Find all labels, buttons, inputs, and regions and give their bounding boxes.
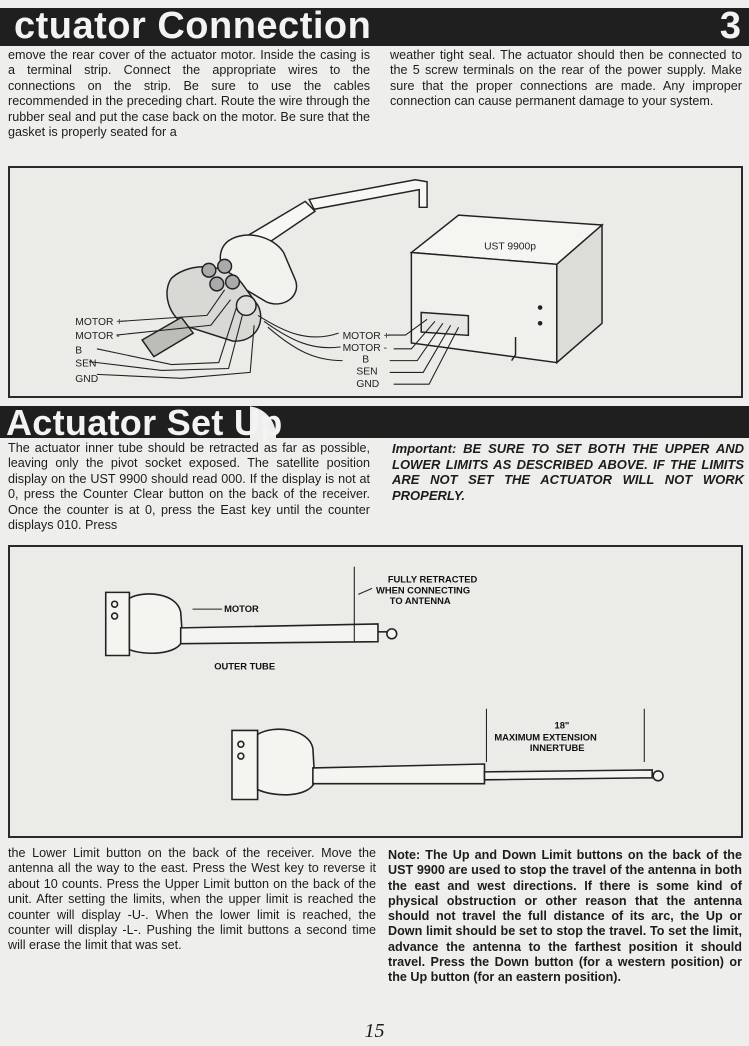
extension-size-label: 18" [554,720,570,731]
paragraph: the Lower Limit button on the back of the receiver. Move the antenna all the way to the east. Press the West key to reverse it about 10 counts. Press the Upper Limit button on the back of the unit. After setting the limits, when the upper limit is reached the counter will display -U-. When the lower limit is reached, the counter will display -L-. Pushing the limit buttons a second time will erase the limit that was set. [8,846,376,953]
section-header-actuator-set-up [0,402,749,443]
actuator-extension-figure [8,545,743,838]
important-note [392,441,744,503]
paragraph: emove the rear cover of the actuator motor. Inside the casing is a terminal strip. Connect the appropriate wires to the connections on the strip. Be sure to use the cables recommended in the preceding chart. Route the wire through the rubber seal and put the case back on the motor. Be sure that the gasket is properly seated for a [8,48,370,140]
connection-text-col2 [390,48,742,110]
retracted-actuator [106,592,397,655]
retracted-label-line2: WHEN CONNECTING [375,585,471,596]
paragraph: weather tight seal. The actuator should then be connected to the 5 screw terminals on the rear of the power supply. Make sure that the proper connections are made. Any improper connection can cause permanent damage to your system. [390,48,742,109]
label-supply-gnd: GND [356,379,380,391]
actuator-extension-diagram [10,547,741,836]
paragraph: Important: BE SURE TO SET BOTH THE UPPER AND LOWER LIMITS AS DESCRIBED ABOVE. IF THE LIMITS ARE NOT SET THE ACTUATOR WILL NOT WORK PROPERLY. [392,441,744,503]
setup-text-col1 [8,441,370,533]
label-motor-minus: MOTOR - [75,331,120,342]
extended-actuator [232,729,663,799]
label-sen: SEN [75,358,97,370]
power-supply-box [411,215,602,362]
device-label: UST 9900p [484,241,537,253]
paragraph: Note: The Up and Down Limit buttons on the back of the UST 9900 are used to stop the travel of the antenna in both the east and west directions. If there is some kind of physical obstruction or other reason that the antenna should not travel the full distance of its arc, the Up or Down limit should be set to stop the travel. To set the limit, advance the antenna to the farthest position it should travel. Press the Down button (for a western position) or the Up button (for an eastern position). [388,848,742,985]
retracted-label-line1: FULLY RETRACTED [387,574,478,585]
extension-label-line2: INNERTUBE [529,743,585,754]
connection-text-col1 [8,48,370,140]
limit-buttons-note [388,848,742,986]
paragraph: The actuator inner tube should be retracted as far as possible, leaving only the pivot socket exposed. The satellite position display on the UST 9900 should read 000. If the display is not at 0, press the Counter Clear button on the back of the receiver. Once the counter is at 0, press the East key until the counter displays 010. Press [8,441,370,533]
limit-instructions-text [8,846,376,954]
section-title: Actuator Set Up [6,402,283,443]
retracted-label-line3: TO ANTENNA [389,596,451,607]
extension-label-line1: MAXIMUM EXTENSION [494,732,597,743]
motor-label: MOTOR [224,604,259,615]
outer-tube-label: OUTER TUBE [214,661,276,672]
label-supply-sen: SEN [356,366,378,378]
label-motor-plus: MOTOR + [75,317,123,329]
section-title: ctuator Connection [14,5,372,47]
page-tab-number: 3 [719,5,741,47]
label-supply-b: B [362,354,370,366]
supply-terminal-labels [343,331,390,390]
page-number: 15 [364,1020,385,1042]
label-supply-motor-minus: MOTOR - [342,342,388,354]
section-header-actuator-connection [0,5,749,47]
wiring-diagram-figure [8,166,743,398]
label-gnd: GND [75,374,99,386]
label-b: B [75,345,83,357]
label-supply-motor-plus: MOTOR + [342,331,390,342]
wiring-diagram [10,168,741,396]
